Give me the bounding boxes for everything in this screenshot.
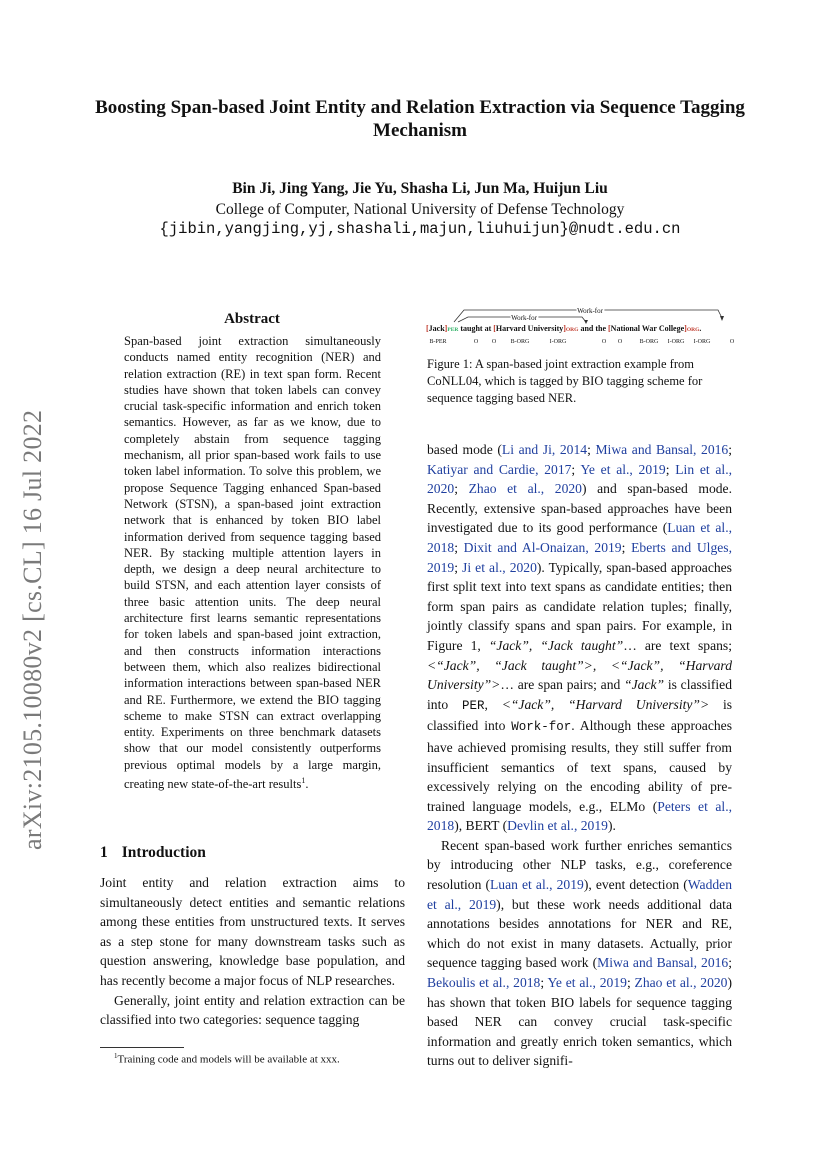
citation[interactable]: Ye et al., 2019: [547, 975, 627, 991]
relation-label-outer: Work-for: [577, 307, 603, 315]
bio-tag: O: [729, 339, 735, 345]
footnote-rule: [100, 1047, 184, 1048]
figure-1-diagram: [424, 306, 736, 350]
citation[interactable]: Li and Ji, 2014: [501, 442, 588, 457]
figure-1-caption: Figure 1: A span-based joint extraction example from CoNLL04, which is tagged by BIO tagging scheme for sequence tagging based NER.: [427, 357, 703, 405]
intro-right-column: [427, 440, 732, 1071]
citation[interactable]: Miwa and Bansal, 2016: [597, 955, 729, 971]
author-list: Bin Ji, Jing Yang, Jie Yu, Shasha Li, Jun Ma, Huijun Liu: [232, 180, 608, 197]
intro-paragraph-1: Joint entity and relation extraction aims to simultaneously detect entities and semantic relations among these entities from unstructured texts. It serves as a step stone for many downstream tasks such as question answering, knowledge base population, and has recently become a major focus of NLP researches.: [100, 875, 405, 988]
intro-left-column: [100, 873, 405, 1030]
citation[interactable]: Ji et al., 2020: [462, 559, 537, 575]
bio-tag: I-ORG: [549, 339, 567, 345]
figure-sentence: [Jack]PER taught at [Harvard University]ORG and the [National War College]ORG.: [426, 324, 702, 333]
intro-paragraph-4: Recent span-based work further enriches semantics by introducing other NLP tasks, e.g., coreference resolution (Luan et al., 2019), event detection (Wadden et al., 2019), but these work needs additional data annotations besides annotations for NER and RE, which do not exist in many datasets. Actually, prior sequence tagging based work (Miwa and Bansal, 2016; Bekoulis et al., 2018; Ye et al., 2019; Zhao et al., 2020) has shown that token BIO labels for sequence tagging based NER can convey crucial task-specific information and greatly enrich token semantics, which turns out to deliver signifi-: [427, 837, 733, 1069]
citation[interactable]: Katiyar and Cardie, 2017: [427, 461, 572, 477]
bio-tag: I-ORG: [667, 339, 685, 345]
affiliation: College of Computer, National University of Defense Technology: [215, 201, 625, 218]
citation[interactable]: Devlin et al., 2019: [507, 818, 608, 834]
bio-tag: I-ORG: [693, 339, 711, 345]
citation[interactable]: Peters et al., 2018: [427, 798, 733, 834]
author-emails: {jibin,yangjing,yj,shashali,majun,liuhuijun}@nudt.edu.cn: [159, 220, 681, 238]
intro-paragraph-3: based mode (Li and Ji, 2014; Miwa and Bansal, 2016; Katiyar and Cardie, 2017; Ye et al., 2019; Lin et al., 2020; Zhao et al., 2020) and span-based mode. Recently, extensive span-based approaches have been investigated due to its good performance (Luan et al., 2018; Dixit and Al-Onaizan, 2019; Eberts and Ulges, 2019; Ji et al., 2020). Typically, span-based approaches first split text into text spans as candidate entities; then form span pairs as candidate relation tuples; finally, jointly classify spans and span pairs. For example, in Figure 1, “Jack”, “Jack taught”… are text spans; <“Jack”, “Jack taught”>, <“Jack”, “Harvard University”>… are span pairs; and “Jack” is classified into PER, <“Jack”, “Harvard University”> is classified into Work-for. Although these approaches have achieved promising results, they still suffer from insufficient semantics of text spans, caused by excessively relying on the encoding ability of pre-trained language models, e.g., ELMo (Peters et al., 2018), BERT (Devlin et al., 2019).: [427, 442, 733, 834]
footnote-mark[interactable]: 1: [301, 776, 306, 786]
paper-title: Boosting Span-based Joint Entity and Relation Extraction via Sequence Tagging Mechanism: [95, 97, 745, 141]
arc-arrowhead-outer: [720, 316, 724, 321]
bio-tag-row: [429, 339, 734, 345]
abstract-text: Span-based joint extraction simultaneously conducts named entity recognition (NER) and relation extraction (RE) in text span form. Recent studies have shown that token labels can convey crucial task-specific information and enrich token semantics. However, as far as we know, due to completely abstain from sequence tagging mechanism, all prior span-based work fails to use token label information. To solve this problem, we propose Sequence Tagging enhanced Span-based Network (STSN), a span-based joint extraction network that is enhanced by token BIO label information derived from sequence tagging based NER. By stacking multiple attention layers in depth, we design a deep neural architecture to build STSN, and each attention layer consists of three basic attention units. The deep neural architecture first learns semantic representations for token labels and span-based joint extraction, and then constructs information interactions between them, which also realizes bidirectional information interactions between span-based NER and RE. Furthermore, we extend the BIO tagging scheme to make STSN can extract overlapping entity. Experiments on three benchmark datasets show that our model consistently outperforms previous optimal models by a large margin, creating new state-of-the-art results$^1$.: [124, 334, 381, 792]
bio-tag: B-ORG: [639, 339, 659, 345]
citation[interactable]: Lin et al., 2020: [427, 461, 733, 497]
section-heading-introduction: 1 Introduction: [100, 844, 206, 861]
citation[interactable]: Miwa and Bansal, 2016: [595, 442, 729, 457]
citation[interactable]: Ye et al., 2019: [580, 461, 666, 477]
abstract-heading: Abstract: [224, 311, 280, 327]
arxiv-stamp: arXiv:2105.10080v2 [cs.CL] 16 Jul 2022: [18, 409, 47, 850]
bio-tag: O: [617, 339, 623, 345]
citation[interactable]: Eberts and Ulges, 2019: [427, 539, 732, 575]
citation[interactable]: Zhao et al., 2020: [634, 975, 728, 991]
citation[interactable]: Dixit and Al-Onaizan, 2019: [463, 539, 622, 555]
relation-label-inner: Work-for: [511, 314, 537, 322]
bio-tag: O: [601, 339, 607, 345]
citation[interactable]: Luan et al., 2019: [490, 877, 584, 893]
bio-tag: B-PER: [429, 339, 447, 345]
citation[interactable]: Zhao et al., 2020: [468, 481, 582, 497]
bio-tag: B-ORG: [510, 339, 530, 345]
intro-paragraph-2: Generally, joint entity and relation extraction can be classified into two categories: sequence tagging: [100, 992, 405, 1028]
footnote: $^1$Training code and models will be available at xxx.: [114, 1052, 340, 1066]
citation[interactable]: Wadden et al., 2019: [427, 877, 732, 912]
bio-tag: O: [491, 339, 497, 345]
citation[interactable]: Bekoulis et al., 2018: [427, 975, 541, 991]
bio-tag: O: [473, 339, 479, 345]
citation[interactable]: Luan et al., 2018: [427, 520, 732, 555]
